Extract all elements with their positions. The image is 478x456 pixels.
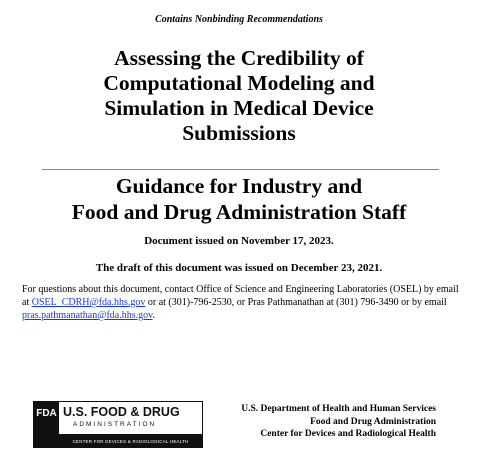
agency-block [196, 403, 436, 441]
agency-line: Food and Drug Administration [310, 416, 436, 427]
fda-logo-text [59, 402, 202, 447]
agency-line: U.S. Department of Health and Human Services [241, 404, 436, 414]
draft-date: The draft of this document was issued on December 23, 2021. [95, 262, 383, 274]
title-line: Assessing the Credibility of [114, 46, 364, 70]
contact-paragraph [22, 283, 462, 322]
pathmanathan-email-link[interactable]: pras.pathmanathan@fda.hhs.gov [22, 310, 153, 321]
osel-email-link[interactable]: OSEL_CDRH@fda.hhs.gov [31, 297, 146, 308]
fda-logo-admin: ADMINISTRATION [59, 421, 202, 435]
contact-text: or at (301)-796-2530, or Pras Pathmanathan at (301) 796-3490 or by email [145, 297, 447, 308]
contact-text: . [152, 310, 155, 321]
title-line: Computational Modeling and [103, 71, 375, 95]
contact-text: For questions about this document, contact Office of Science and Engineering Laboratories (OSEL) by email at [22, 284, 459, 308]
nonbinding-header: Contains Nonbinding Recommendations [155, 14, 323, 25]
subtitle-line: Food and Drug Administration Staff [71, 200, 407, 224]
title-divider [42, 169, 439, 170]
fda-logo [33, 401, 203, 448]
fda-logo-mark: FDA [34, 402, 59, 447]
document-subtitle [0, 173, 478, 225]
title-line: Simulation in Medical Device [104, 96, 374, 120]
subtitle-line: Guidance for Industry and [115, 174, 363, 198]
agency-line: Center for Devices and Radiological Health [260, 429, 436, 439]
title-line: Submissions [182, 121, 296, 145]
issued-date: Document issued on November 17, 2023. [144, 235, 334, 247]
fda-logo-center: CENTER FOR DEVICES & RADIOLOGICAL HEALTH [59, 435, 202, 447]
document-title [0, 46, 478, 146]
fda-logo-name: U.S. FOOD & DRUG [63, 405, 180, 419]
